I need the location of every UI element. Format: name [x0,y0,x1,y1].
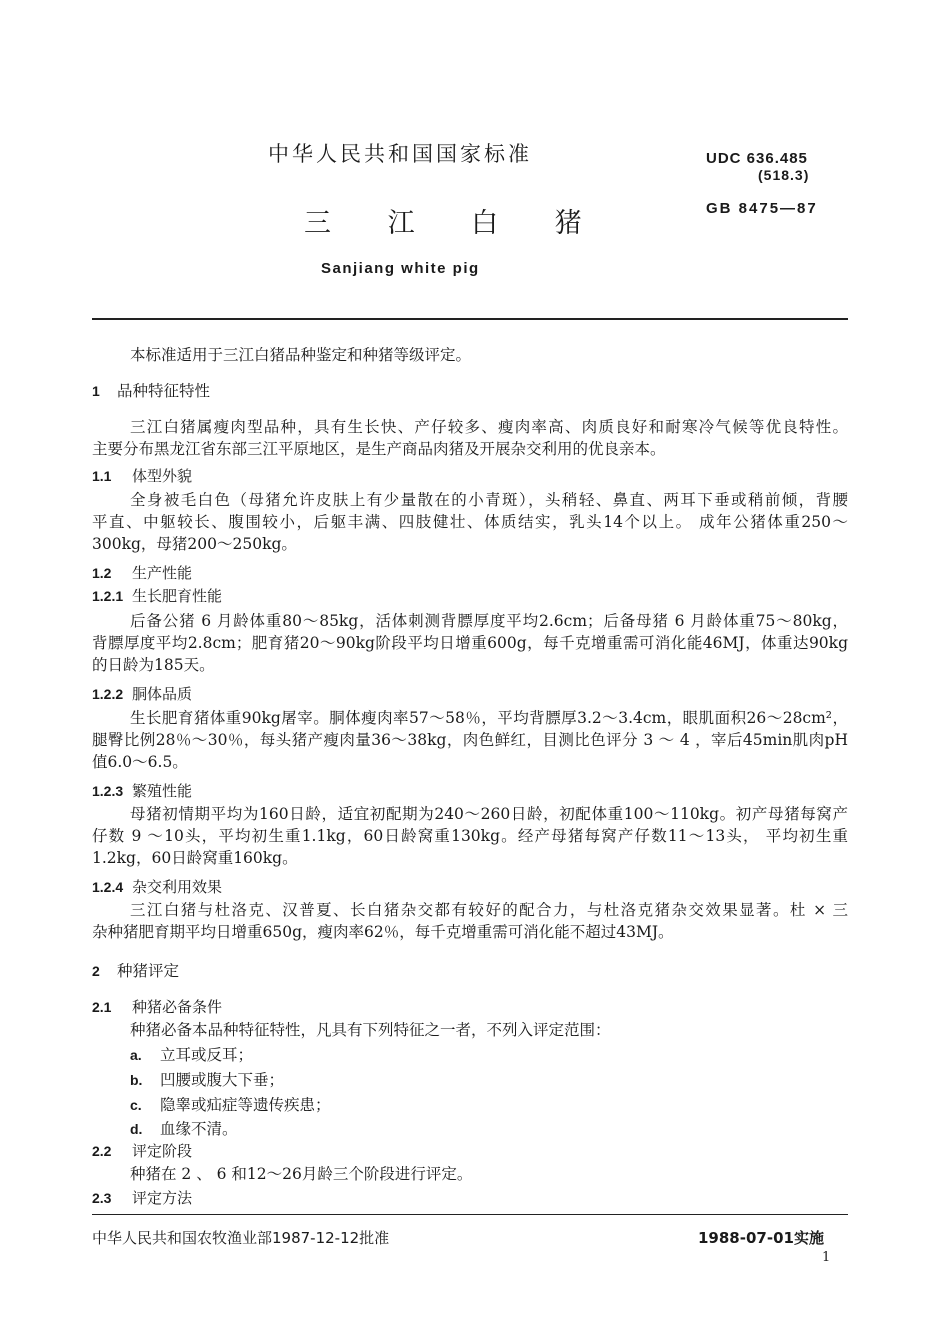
list-item: b. 凹腰或腹大下垂； [130,1071,285,1089]
udc-subcode: (518.3) [758,167,810,183]
section-1-heading: 1 品种特征特性 [92,382,210,400]
section-2-3-heading: 2.3 评定方法 [92,1189,193,1207]
list-item: c. 隐睾或疝症等遗传疾患； [130,1096,331,1114]
section-1-2-2-paragraph: 生长肥育猪体重90kg屠宰。胴体瘦肉率57～58％，平均背膘厚3.2～3.4cm，眼肌面积26～28cm²， 腿臀比例28％～30％，每头猪产瘦肉量36～38kg，肉色鲜红，目测比色评分 3 ～ 4 ，宰后45min肌肉pH 值6.0～6.5。 [92,709,848,771]
section-1-2-1-heading: 1.2.1 生长肥育性能 [92,587,223,605]
standard-name: 中华人民共和国国家标准 [268,142,532,166]
section-2-2-paragraph: 种猪在 2 、 6 和12～26月龄三个阶段进行评定。 [130,1165,473,1183]
section-2-2-heading: 2.2 评定阶段 [92,1142,193,1160]
list-item: d. 血缘不清。 [130,1120,238,1138]
section-1-2-4-heading: 1.2.4 杂交利用效果 [92,878,223,896]
page-title: 三 江 白 猪 [304,208,606,239]
section-1-1-heading: 1.1 体型外貌 [92,467,193,485]
section-1-2-2-heading: 1.2.2 胴体品质 [92,685,193,703]
header-divider [92,318,848,320]
section-1-paragraph: 三江白猪属瘦肉型品种，具有生长快、产仔较多、瘦肉率高、肉质良好和耐寒冷气候等优良特性。 主要分布黑龙江省东部三江平原地区，是生产商品肉猪及开展杂交利用的优良亲本。 [92,418,848,458]
intro-paragraph: 本标准适用于三江白猪品种鉴定和种猪等级评定。 [130,346,472,364]
gb-code: GB 8475—87 [706,200,818,217]
approval-note: 中华人民共和国农牧渔业部1987-12-12批准 [92,1229,390,1247]
section-1-1-paragraph: 全身被毛白色（母猪允许皮肤上有少量散在的小青斑），头稍轻、鼻直、两耳下垂或稍前倾，背腰 平直、中躯较长、腹围较小，后躯丰满、四肢健壮、体质结实，乳头14个以上。 成年公猪体重250～ 300kg，母猪200～250kg。 [92,491,848,553]
section-2-heading: 2 种猪评定 [92,962,179,980]
page-number: 1 [822,1250,831,1265]
list-item: a. 立耳或反耳； [130,1046,254,1064]
section-2-1-paragraph: 种猪必备本品种特征特性，凡具有下列特征之一者，不列入评定范围： [130,1021,611,1039]
section-1-2-1-paragraph: 后备公猪 6 月龄体重80～85kg，活体刺测背膘厚度平均2.6cm；后备母猪 6 月龄体重75～80kg， 背膘厚度平均2.8cm；肥育猪20～90kg阶段平均日增重600g，每千克增重需可消化能46MJ，体重达90kg 的日龄为185天。 [92,612,848,674]
section-1-2-3-paragraph: 母猪初情期平均为160日龄，适宜初配期为240～260日龄，初配体重100～110kg。初产母猪每窝产 仔数 9 ～10头，平均初生重1.1kg，60日龄窝重130kg。经产母猪每窝产仔数11～13头， 平均初生重 1.2kg，60日龄窝重160kg。 [92,805,848,867]
section-1-2-4-paragraph: 三江白猪与杜洛克、汉普夏、长白猪杂交都有较好的配合力，与杜洛克猪杂交效果显著。杜 × 三 杂种猪肥育期平均日增重650g，瘦肉率62％，每千克增重需可消化能不超过43MJ。 [92,901,848,941]
footer-divider [92,1214,848,1215]
section-1-2-3-heading: 1.2.3 繁殖性能 [92,782,193,800]
page-title-english: Sanjiang white pig [321,260,480,277]
section-1-2-heading: 1.2 生产性能 [92,564,193,582]
section-2-1-heading: 2.1 种猪必备条件 [92,998,223,1016]
implementation-date: 1988-07-01实施 [698,1229,824,1247]
udc-code: UDC 636.485 [706,150,808,167]
